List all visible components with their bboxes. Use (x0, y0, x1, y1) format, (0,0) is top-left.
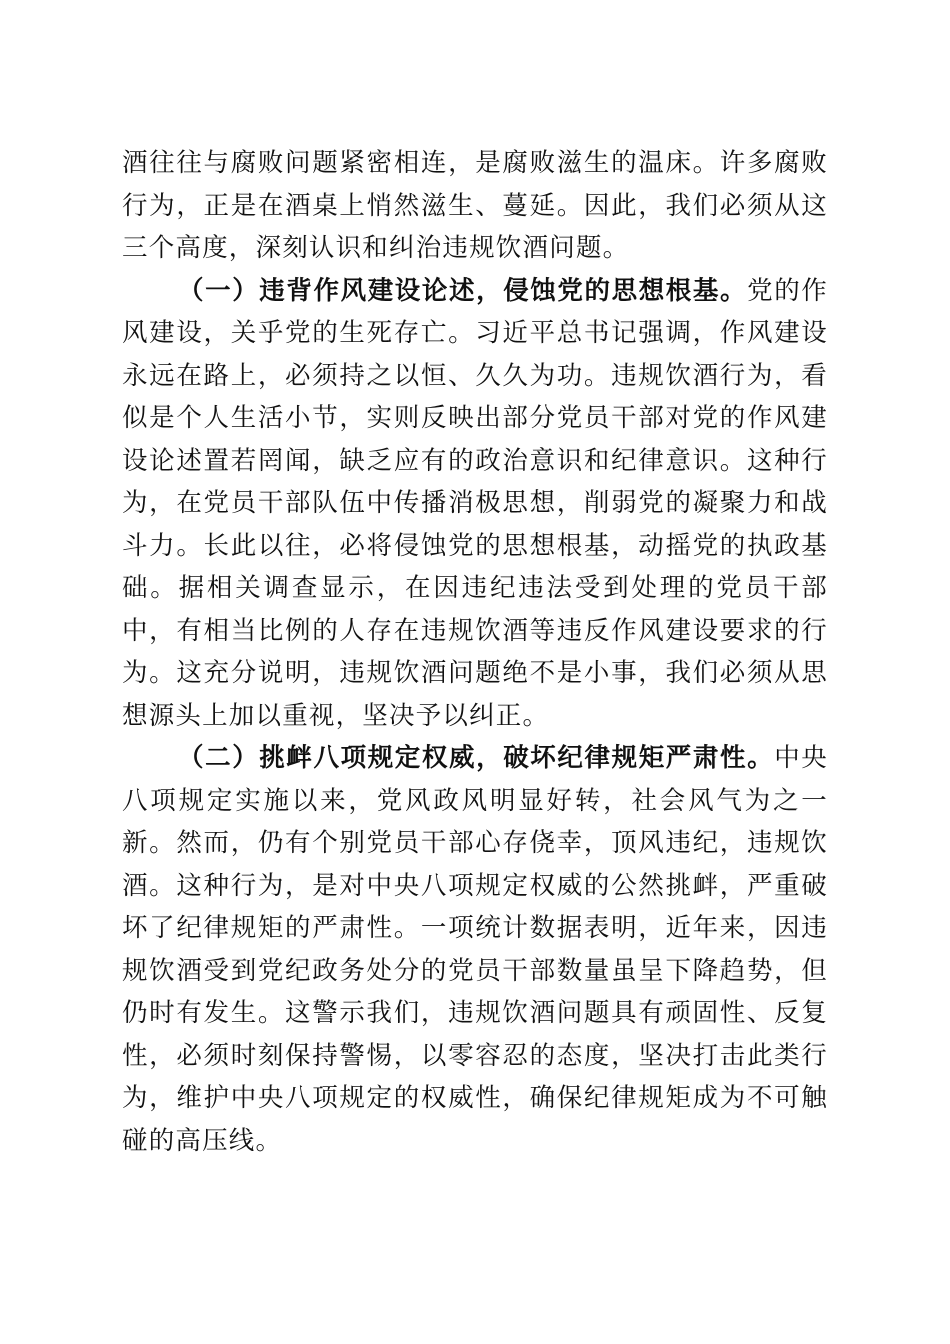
paragraph-intro-continuation (122, 142, 828, 270)
paragraph-text: 中央八项规定实施以来，党风政风明显好转，社会风气为之一新。然而，仍有个别党员干部心存侥幸，顶风违纪，违规饮酒。这种行为，是对中央八项规定权威的公然挑衅，严重破坏了纪律规矩的严肃性。一项统计数据表明，近年来，因违规饮酒受到党纪政务处分的党员干部数量虽呈下降趋势，但仍时有发生。这警示我们，违规饮酒问题具有顽固性、反复性，必须时刻保持警惕，以零容忍的态度，坚决打击此类行为，维护中央八项规定的权威性，确保纪律规矩成为不可触碰的高压线。 (122, 743, 829, 1156)
paragraph-text: 酒往往与腐败问题紧密相连，是腐败滋生的温床。许多腐败行为，正是在酒桌上悄然滋生、蔓延。因此，我们必须从这三个高度，深刻认识和纠治违规饮酒问题。 (122, 148, 828, 263)
paragraph-section-1 (122, 270, 828, 738)
paragraph-text: 党的作风建设，关乎党的生死存亡。习近平总书记强调，作风建设永远在路上，必须持之以恒、久久为功。违规饮酒行为，看似是个人生活小节，实则反映出部分党员干部对党的作风建设论述置若罔闻，缺乏应有的政治意识和纪律意识。这种行为，在党员干部队伍中传播消极思想，削弱党的凝聚力和战斗力。长此以往，必将侵蚀党的思想根基，动摇党的执政基础。据相关调查显示，在因违纪违法受到处理的党员干部中，有相当比例的人存在违规饮酒等违反作风建设要求的行为。这充分说明，违规饮酒问题绝不是小事，我们必须从思想源头上加以重视，坚决予以纠正。 (122, 275, 828, 731)
body-text (122, 142, 828, 1162)
paragraph-section-2 (122, 737, 828, 1162)
section-heading: （一）违背作风建设论述，侵蚀党的思想根基。 (178, 275, 748, 306)
section-heading: （二）挑衅八项规定权威，破坏纪律规矩严肃性。 (178, 743, 775, 773)
